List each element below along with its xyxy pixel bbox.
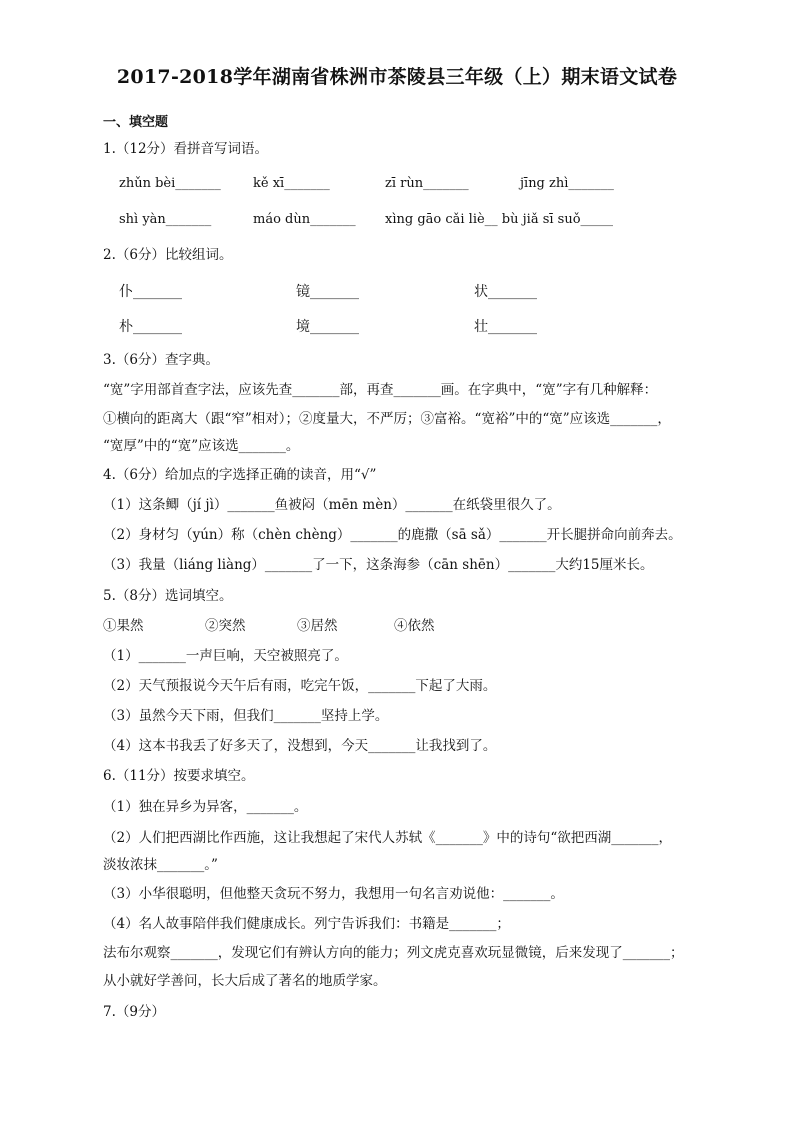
- question-5-item: （2）天气预报说今天午后有雨，吃完午饭，_______下起了大雨。: [103, 678, 497, 694]
- question-6-header: 6.（11分）按要求填空。: [103, 768, 255, 784]
- question-5-item: （3）虽然今天下雨，但我们_______坚持上学。: [103, 708, 389, 724]
- compare-word-item: 状_______: [474, 284, 537, 300]
- question-5-header: 5.（8分）选词填空。: [103, 588, 233, 604]
- word-option: ④依然: [394, 618, 435, 634]
- question-6-item: 淡妆浓抹_______。”: [103, 857, 218, 873]
- word-option: ②突然: [205, 618, 246, 634]
- question-3-text: “宽”字用部首查字法，应该先查_______部，再查_______画。在字典中，“宽”字有几种解释：: [103, 382, 658, 398]
- question-6-item: （2）人们把西湖比作西施，这让我想起了宋代人苏轼《_______》中的诗句“欲把西湖_______，: [103, 830, 672, 846]
- word-option: ③居然: [297, 618, 338, 634]
- pinyin-item: zī rùn_______: [385, 176, 469, 191]
- question-6-item: 从小就好学善问，长大后成了著名的地质学家。: [103, 973, 387, 989]
- section-heading: 一、填空题: [103, 115, 169, 130]
- question-1-header: 1.（12分）看拼音写词语。: [103, 141, 269, 157]
- word-option: ①果然: [103, 618, 144, 634]
- pinyin-item: shì yàn_______: [119, 212, 212, 227]
- question-2-header: 2.（6分）比较组词。: [103, 247, 233, 263]
- compare-word-item: 壮_______: [474, 319, 537, 335]
- question-3-text: “宽厚”中的“宽”应该选_______。: [103, 438, 300, 454]
- question-4-item: （3）我量（liáng liàng）_______了一下，这条海参（cān shēn）_______大约15厘米长。: [103, 557, 654, 573]
- pinyin-item: máo dùn_______: [253, 212, 356, 227]
- compare-word-item: 朴_______: [119, 319, 182, 335]
- pinyin-item: kě xī_______: [253, 176, 330, 191]
- question-3-header: 3.（6分）查字典。: [103, 352, 219, 368]
- pinyin-item: zhǔn bèi_______: [119, 176, 221, 191]
- page-title: 2017-2018学年湖南省株洲市茶陵县三年级（上）期末语文试卷: [116, 66, 678, 88]
- compare-word-item: 境_______: [296, 319, 359, 335]
- question-6-item: （1）独在异乡为异客，_______。: [103, 799, 308, 815]
- pinyin-item: jīng zhì_______: [520, 176, 614, 191]
- compare-word-item: 镜_______: [296, 284, 359, 300]
- question-6-item: 法布尔观察_______，发现它们有辨认方向的能力；列文虎克喜欢玩显微镜，后来发现了_______；: [103, 945, 684, 961]
- question-7-header: 7.（9分）: [103, 1004, 165, 1020]
- question-4-item: （1）这条鲫（jí jì）_______鱼被闷（mēn mèn）_______在纸袋里很久了。: [103, 497, 561, 513]
- question-3-text: ①横向的距离大（跟“窄”相对）；②度量大，不严厉；③富裕。“宽裕”中的“宽”应该选_______，: [103, 411, 671, 427]
- pinyin-item: xìng gāo cǎi liè__ bù jiǎ sī suǒ_____: [385, 212, 614, 227]
- question-6-item: （4）名人故事陪伴我们健康成长。列宁告诉我们：书籍是_______；: [103, 916, 510, 932]
- question-6-item: （3）小华很聪明，但他整天贪玩不努力，我想用一句名言劝说他：_______。: [103, 886, 564, 902]
- question-4-item: （2）身材匀（yún）称（chèn chèng）_______的鹿撒（sā sǎ）_______开长腿拼命向前奔去。: [103, 527, 682, 543]
- question-4-header: 4.（6分）给加点的字选择正确的读音，用“√”: [103, 467, 377, 483]
- question-5-item: （4）这本书我丢了好多天了，没想到，今天_______让我找到了。: [103, 738, 497, 754]
- compare-word-item: 仆_______: [119, 284, 182, 300]
- question-5-item: （1）_______一声巨响，天空被照亮了。: [103, 648, 348, 664]
